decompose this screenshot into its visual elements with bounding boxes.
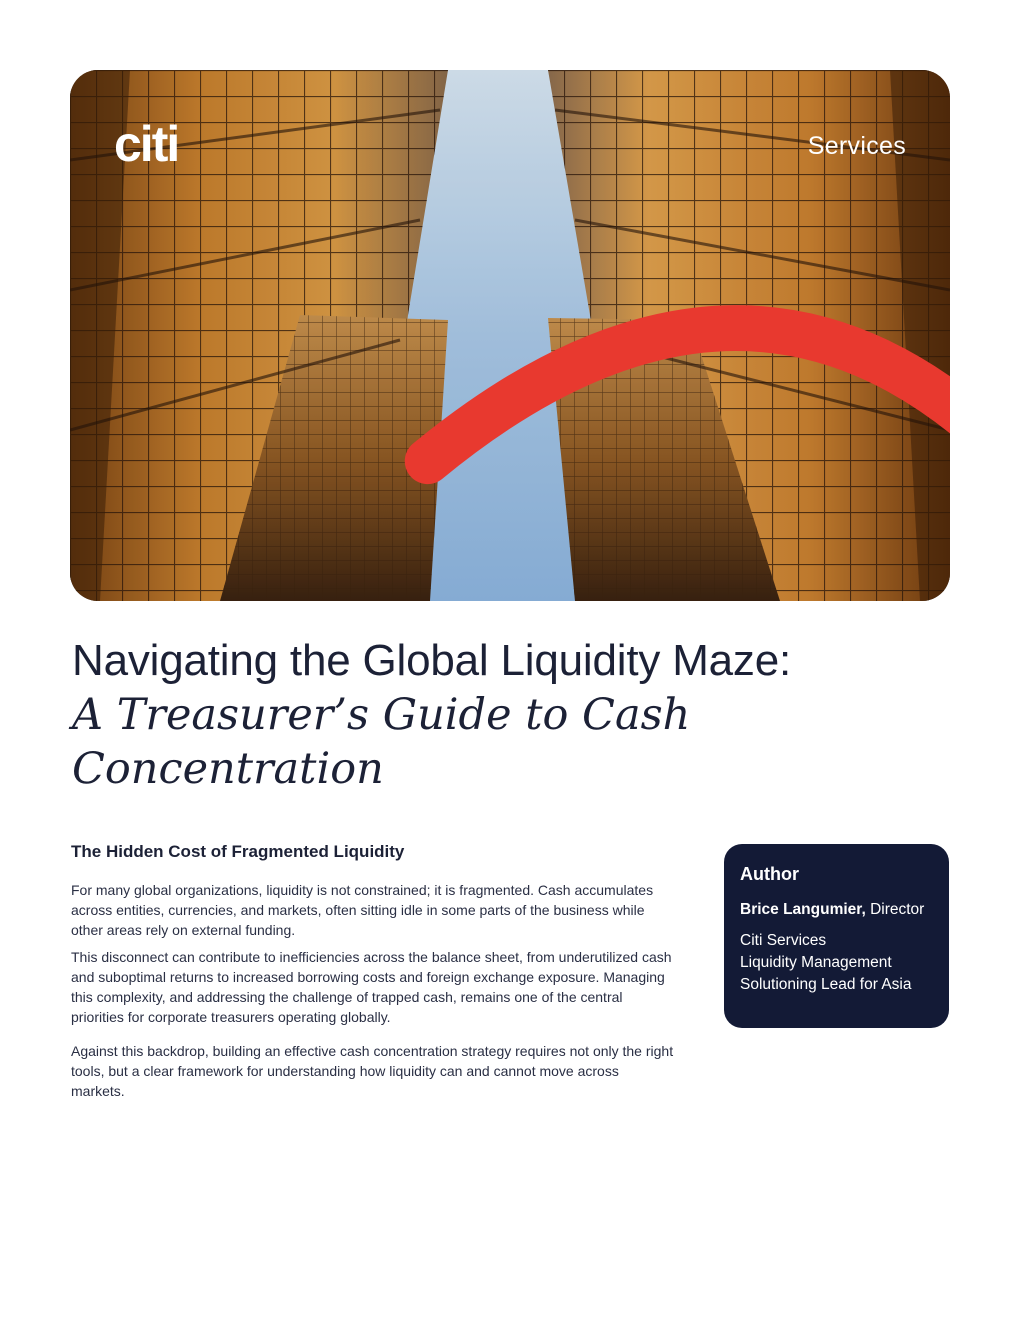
paragraph: This disconnect can contribute to inefficiencies across the balance sheet, from underutilized cash and suboptimal returns to increased borrowing costs and foreign exchange exposure. Managing this complexity, and addressing the challenge of trapped cash, remains one of the central priorities for corporate treasurers operating globally. xyxy=(71,949,672,1025)
author-name-line xyxy=(740,901,924,919)
paragraph: Against this backdrop, building an effective cash concentration strategy requires not only the right tools, but a clear framework for understanding how liquidity can and cannot move across markets. xyxy=(71,1043,674,1099)
paragraph: For many global organizations, liquidity is not constrained; it is fragmented. Cash accumulates across entities, currencies, and markets, often sitting idle in some parts of the business while other areas rely on external funding. xyxy=(71,882,654,938)
author-org-line: Solutioning Lead for Asia xyxy=(740,976,912,993)
hero-image xyxy=(70,70,950,601)
brand-wordmark: citi xyxy=(114,116,179,172)
page-title: Navigating the Global Liquidity Maze: xyxy=(72,636,792,685)
division-label: Services xyxy=(807,132,906,160)
citi-logo xyxy=(114,110,214,170)
author-org xyxy=(740,930,945,996)
section-heading: The Hidden Cost of Fragmented Liquidity xyxy=(71,842,405,861)
author-org-line: Liquidity Management xyxy=(740,954,892,971)
author-card xyxy=(724,844,949,1028)
author-name: Brice Langumier, xyxy=(740,901,866,918)
author-role: Director xyxy=(865,901,925,918)
page-subtitle: A Treasurer’s Guide to Cash Concentration xyxy=(72,690,691,794)
citi-arc-icon xyxy=(116,104,950,601)
author-label: Author xyxy=(740,864,799,884)
author-org-line: Citi Services xyxy=(740,932,827,949)
